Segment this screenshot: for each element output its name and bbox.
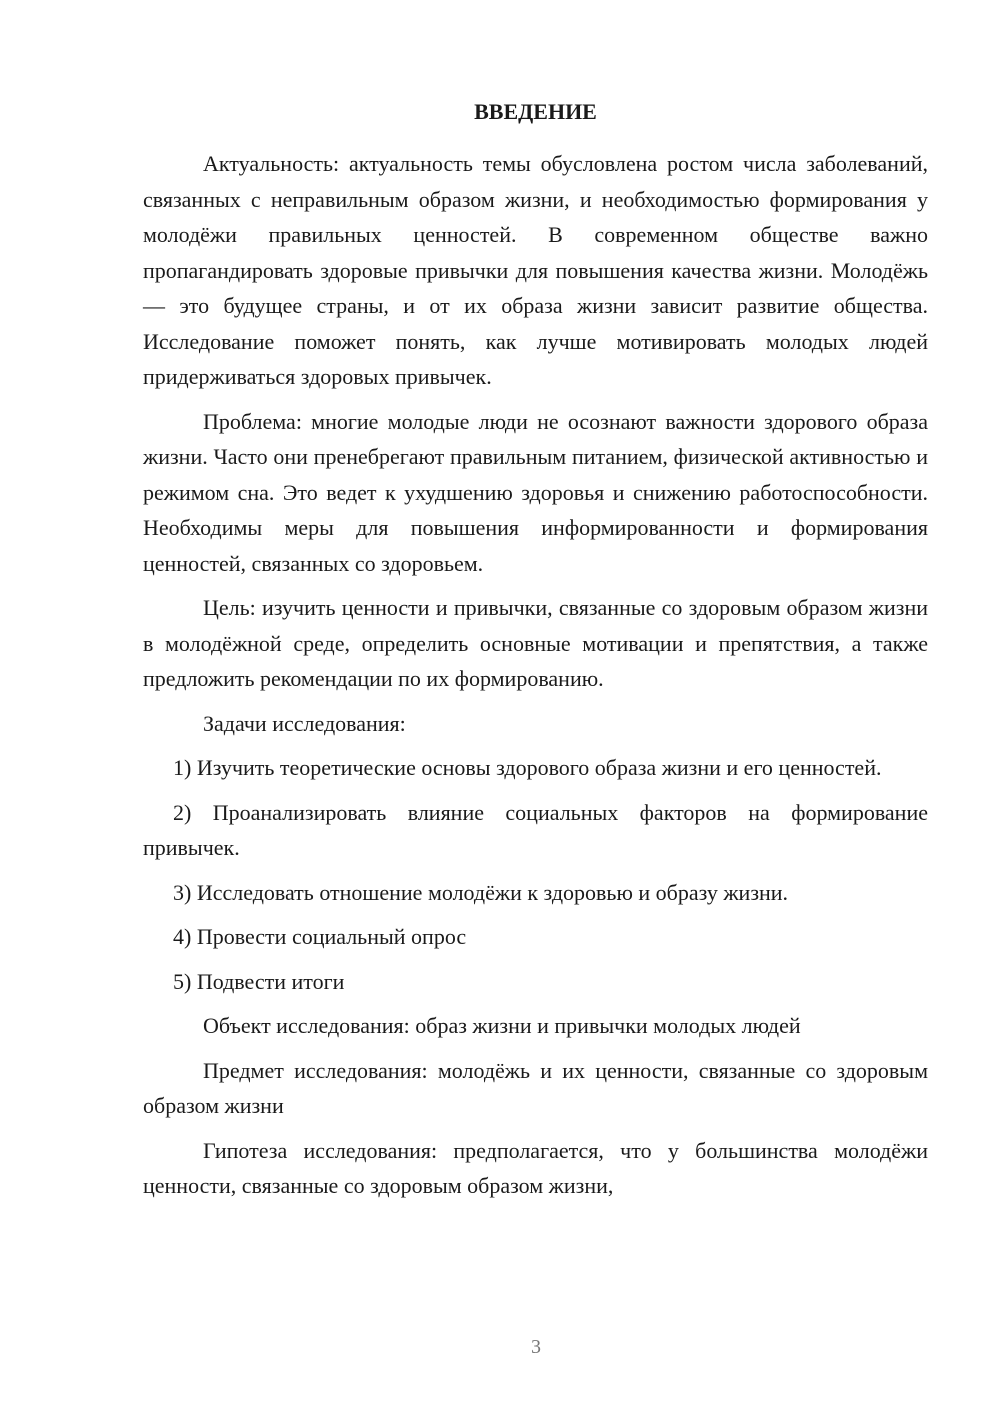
tasks-heading: Задачи исследования: [203,710,406,736]
task-item-4: 4) Провести социальный опрос [173,924,467,949]
task-item-5: 5) Подвести итоги [173,968,345,994]
task-item-2: 2) Проанализировать влияние социальных факторов на формирование привычек. [143,799,928,860]
task-item-3: 3) Исследовать отношение молодёжи к здоровью и образу жизни. [173,879,789,905]
section-title: ВВЕДЕНИЕ [474,99,597,124]
paragraph-hypothesis: Гипотеза исследования: предполагается, что у большинства молодёжи ценности, связанные со здоровым образом жизни, [143,1137,928,1198]
paragraph-relevance: Актуальность: актуальность темы обусловлена ростом числа заболеваний, связанных с неправильным образом жизни, и необходимостью формирования у молодёжи правильных ценностей. В современном обществе важно пропагандировать здоровые привычки для повышения качества жизни. Молодёжь — это будущее страны, и от их образа жизни зависит развитие общества. Исследование поможет понять, как лучше мотивировать молодых людей придерживаться здоровых привычек. [143,151,928,389]
paragraph-problem: Проблема: многие молодые люди не осознают важности здорового образа жизни. Часто они пренебрегают правильным питанием, физической активностью и режимом сна. Это ведет к ухудшению здоровья и снижению работоспособности. Необходимы меры для повышения информированности и формирования ценностей, связанных со здоровьем. [143,408,928,576]
task-item-1: 1) Изучить теоретические основы здорового образа жизни и его ценностей. [173,755,882,780]
page-content [143,97,928,1213]
paragraph-object: Объект исследования: образ жизни и привычки молодых людей [203,1013,801,1038]
paragraph-subject: Предмет исследования: молодёжь и их ценности, связанные со здоровым образом жизни [143,1057,928,1118]
paragraph-goal: Цель: изучить ценности и привычки, связанные со здоровым образом жизни в молодёжной среде, определить основные мотивации и препятствия, а также предложить рекомендации по их формированию. [143,595,928,691]
page-number: 3 [531,1336,541,1358]
